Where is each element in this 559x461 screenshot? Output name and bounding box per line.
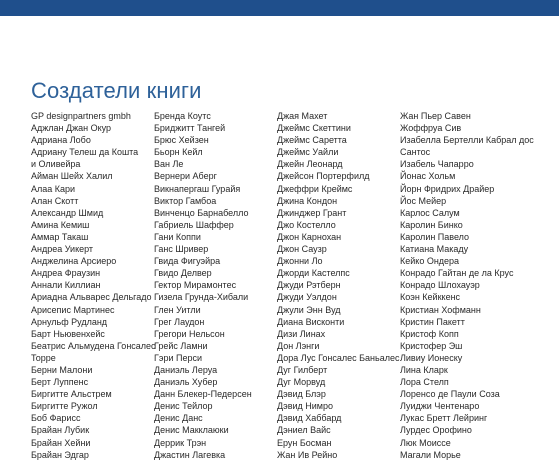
credit-name: Джорди Кастелпс xyxy=(277,268,350,279)
credit-name: Вернери Аберг xyxy=(154,171,217,182)
credit-name: Сантос xyxy=(400,147,431,158)
credit-name: Дэвид Нимро xyxy=(277,401,333,412)
credit-name: Данн Блекер-Педерсен xyxy=(154,389,252,400)
credit-name: Джуди Рэтберн xyxy=(277,280,341,291)
credit-name: Изабель Чапарро xyxy=(400,159,474,170)
credit-name: Кейко Ондера xyxy=(400,256,460,267)
credit-name: Дэвид Хаббард xyxy=(277,413,342,424)
credit-name: Джеффри Креймс xyxy=(277,183,353,194)
credit-name: Жан Ив Рейно xyxy=(277,449,338,460)
credit-name: Магали Морье xyxy=(400,449,461,460)
credit-name: Аннали Киллиан xyxy=(31,280,101,291)
credit-name: Бриджитт Тангей xyxy=(154,123,226,134)
credit-name: Брайан Хейни xyxy=(31,437,91,448)
credit-name: Алаа Кари xyxy=(31,183,76,194)
credit-name: Джеймс Уайли xyxy=(277,147,339,158)
credit-name: Гектор Мирамонтес xyxy=(154,280,237,291)
credit-name: Барт Ньювенхейс xyxy=(31,328,105,339)
credit-name: Дуг Гилберт xyxy=(277,364,328,375)
credit-name: Карлос Салум xyxy=(400,207,460,218)
credits-column-1 xyxy=(31,110,156,461)
credit-name: Джастин Лагевка xyxy=(154,449,226,460)
credit-name: GP designpartners gmbh xyxy=(31,111,131,121)
credit-name: Джо Костелло xyxy=(277,219,336,230)
credit-name: Дэниел Вайс xyxy=(277,425,331,436)
credit-name: Дэвид Блэр xyxy=(277,389,326,400)
credit-name: Катиана Макаду xyxy=(400,244,469,255)
credit-name: Ван Ле xyxy=(154,159,184,170)
credit-name: Андреа Уикерт xyxy=(31,244,94,255)
credit-name: Викнапергаш Гурайя xyxy=(154,183,241,194)
credit-name: Грег Лаудон xyxy=(154,316,205,327)
credit-name: Аммар Такаш xyxy=(31,231,89,242)
credit-name: Джонни Ло xyxy=(277,256,323,267)
credit-name: Ганс Шривер xyxy=(154,244,209,255)
credit-name: Гизела Грунда-Хибали xyxy=(154,292,249,303)
credit-name: Боб Фарисс xyxy=(31,413,81,424)
credit-name: Джон Саузр xyxy=(277,244,327,255)
credit-name: Конрадо Гайтан де ла Крус xyxy=(400,268,514,279)
credit-name: Ливиу Ионеску xyxy=(400,352,463,363)
page-title: Создатели книги xyxy=(31,77,202,103)
credit-name: Винченцо Барнабелло xyxy=(154,207,249,218)
credit-name: Арнульф Рудланд xyxy=(31,316,108,327)
credit-name: Люк Моиссе xyxy=(400,437,451,448)
credit-name: Жоффруа Сив xyxy=(400,123,462,134)
credit-name: Брайан Эдгар xyxy=(31,449,89,460)
credit-name: и Оливейра xyxy=(31,159,81,170)
credit-name: Гвида Фигуэйра xyxy=(154,256,221,267)
credit-name: Габриель Шаффер xyxy=(154,219,234,230)
credit-name: Бренда Коутс xyxy=(154,111,211,121)
credit-name: Джуди Уэлдон xyxy=(277,292,337,303)
credit-name: Джейсон Портерфилд xyxy=(277,171,370,182)
credit-name: Джон Карнохан xyxy=(277,231,342,242)
credit-name: Адриана Лобо xyxy=(31,135,91,146)
credit-name: Гэри Перси xyxy=(154,352,203,363)
credit-name: Жан Пьер Савен xyxy=(400,111,471,121)
credit-name: Деррик Трэн xyxy=(154,437,207,448)
credit-name: Джеймс Саретта xyxy=(277,135,347,146)
credit-name: Брюс Хейзен xyxy=(154,135,209,146)
credit-name: Арисепис Мартинес xyxy=(31,304,115,315)
credit-name: Джули Энн Вуд xyxy=(277,304,341,315)
credit-name: Диана Висконти xyxy=(277,316,345,327)
credit-name: Йонас Хольм xyxy=(400,171,456,182)
credit-name: Джейн Леонард xyxy=(277,159,343,170)
credit-name: Глен Уитли xyxy=(154,304,201,315)
credit-name: Каролин Павело xyxy=(400,231,470,242)
credit-name: Берт Луппенс xyxy=(31,377,89,388)
credit-name: Бьорн Кейл xyxy=(154,147,203,158)
credits-column-3 xyxy=(277,110,399,461)
credit-name: Джая Махет xyxy=(277,111,328,121)
credit-name: Джинджер Грант xyxy=(277,207,347,218)
credit-name: Ариадна Альварес Дельгадо xyxy=(31,292,152,303)
credit-name: Коэн Кейккенс xyxy=(400,292,461,303)
credit-name: Денис Макклаюки xyxy=(154,425,229,436)
credit-name: Грегори Нельсон xyxy=(154,328,225,339)
credit-name: Лора Стелп xyxy=(400,377,449,388)
credit-name: Алан Скотт xyxy=(31,195,79,206)
credit-name: Джеймс Скеттини xyxy=(277,123,351,134)
credit-name: Кристоф Копп xyxy=(400,328,459,339)
credit-name: Дора Лус Гонсалес Баньалес xyxy=(277,352,400,363)
credits-column-2 xyxy=(154,110,252,461)
credit-name: Амина Кемиш xyxy=(31,219,90,230)
credit-name: Джина Кондон xyxy=(277,195,338,206)
credit-name: Гани Коппи xyxy=(154,231,201,242)
credit-name: Дон Лэнги xyxy=(277,340,320,351)
credit-name: Каролин Бинко xyxy=(400,219,463,230)
credit-name: Торре xyxy=(31,352,56,363)
credit-name: Лукас Бретт Лейринг xyxy=(400,413,488,424)
credit-name: Изабелла Бертелли Кабрал дос xyxy=(400,135,534,146)
credit-name: Аджлан Джан Окур xyxy=(31,123,112,134)
credit-name: Грейс Ламни xyxy=(154,340,208,351)
credits-column-4 xyxy=(400,110,534,461)
credit-name: Лоренсо де Паули Соза xyxy=(400,389,500,400)
credit-name: Анджелина Арсиеро xyxy=(31,256,117,267)
credit-name: Биргитте Ружол xyxy=(31,401,98,412)
credit-name: Денис Тейлор xyxy=(154,401,213,412)
credit-name: Луиджи Чентенаро xyxy=(400,401,480,412)
credit-name: Андреа Фраузин xyxy=(31,268,101,279)
credit-name: Ерун Босман xyxy=(277,437,332,448)
credit-name: Берни Малони xyxy=(31,364,93,375)
credit-name: Александр Шмид xyxy=(31,207,104,218)
credit-name: Кристин Пакетт xyxy=(400,316,465,327)
credit-name: Даниэль Хубер xyxy=(154,377,218,388)
credit-name: Виктор Гамбоа xyxy=(154,195,217,206)
credit-name: Адриану Телеш да Кошта xyxy=(31,147,139,158)
credit-name: Конрадо Шлохауэр xyxy=(400,280,480,291)
credit-name: Даниэль Леруа xyxy=(154,364,218,375)
credit-name: Йорн Фридрих Драйер xyxy=(400,183,495,194)
credit-name: Брайан Лубик xyxy=(31,425,90,436)
top-banner-bar xyxy=(0,0,559,16)
credit-name: Гвидо Делвер xyxy=(154,268,212,279)
credit-name: Лина Кларк xyxy=(400,364,448,375)
credit-name: Кристофер Эш xyxy=(400,340,463,351)
credit-name: Лурдес Орофино xyxy=(400,425,472,436)
credit-name: Айман Шейх Халил xyxy=(31,171,113,182)
credit-name: Йос Мейер xyxy=(400,195,447,206)
credit-name: Биргитте Альстрем xyxy=(31,389,112,400)
credit-name: Беатрис Альмудена Гонсалес xyxy=(31,340,156,351)
credit-name: Дуг Морвуд xyxy=(277,377,326,388)
credit-name: Дизи Линах xyxy=(277,328,326,339)
credit-name: Кристиан Хофманн xyxy=(400,304,481,315)
credit-name: Денис Данс xyxy=(154,413,203,424)
